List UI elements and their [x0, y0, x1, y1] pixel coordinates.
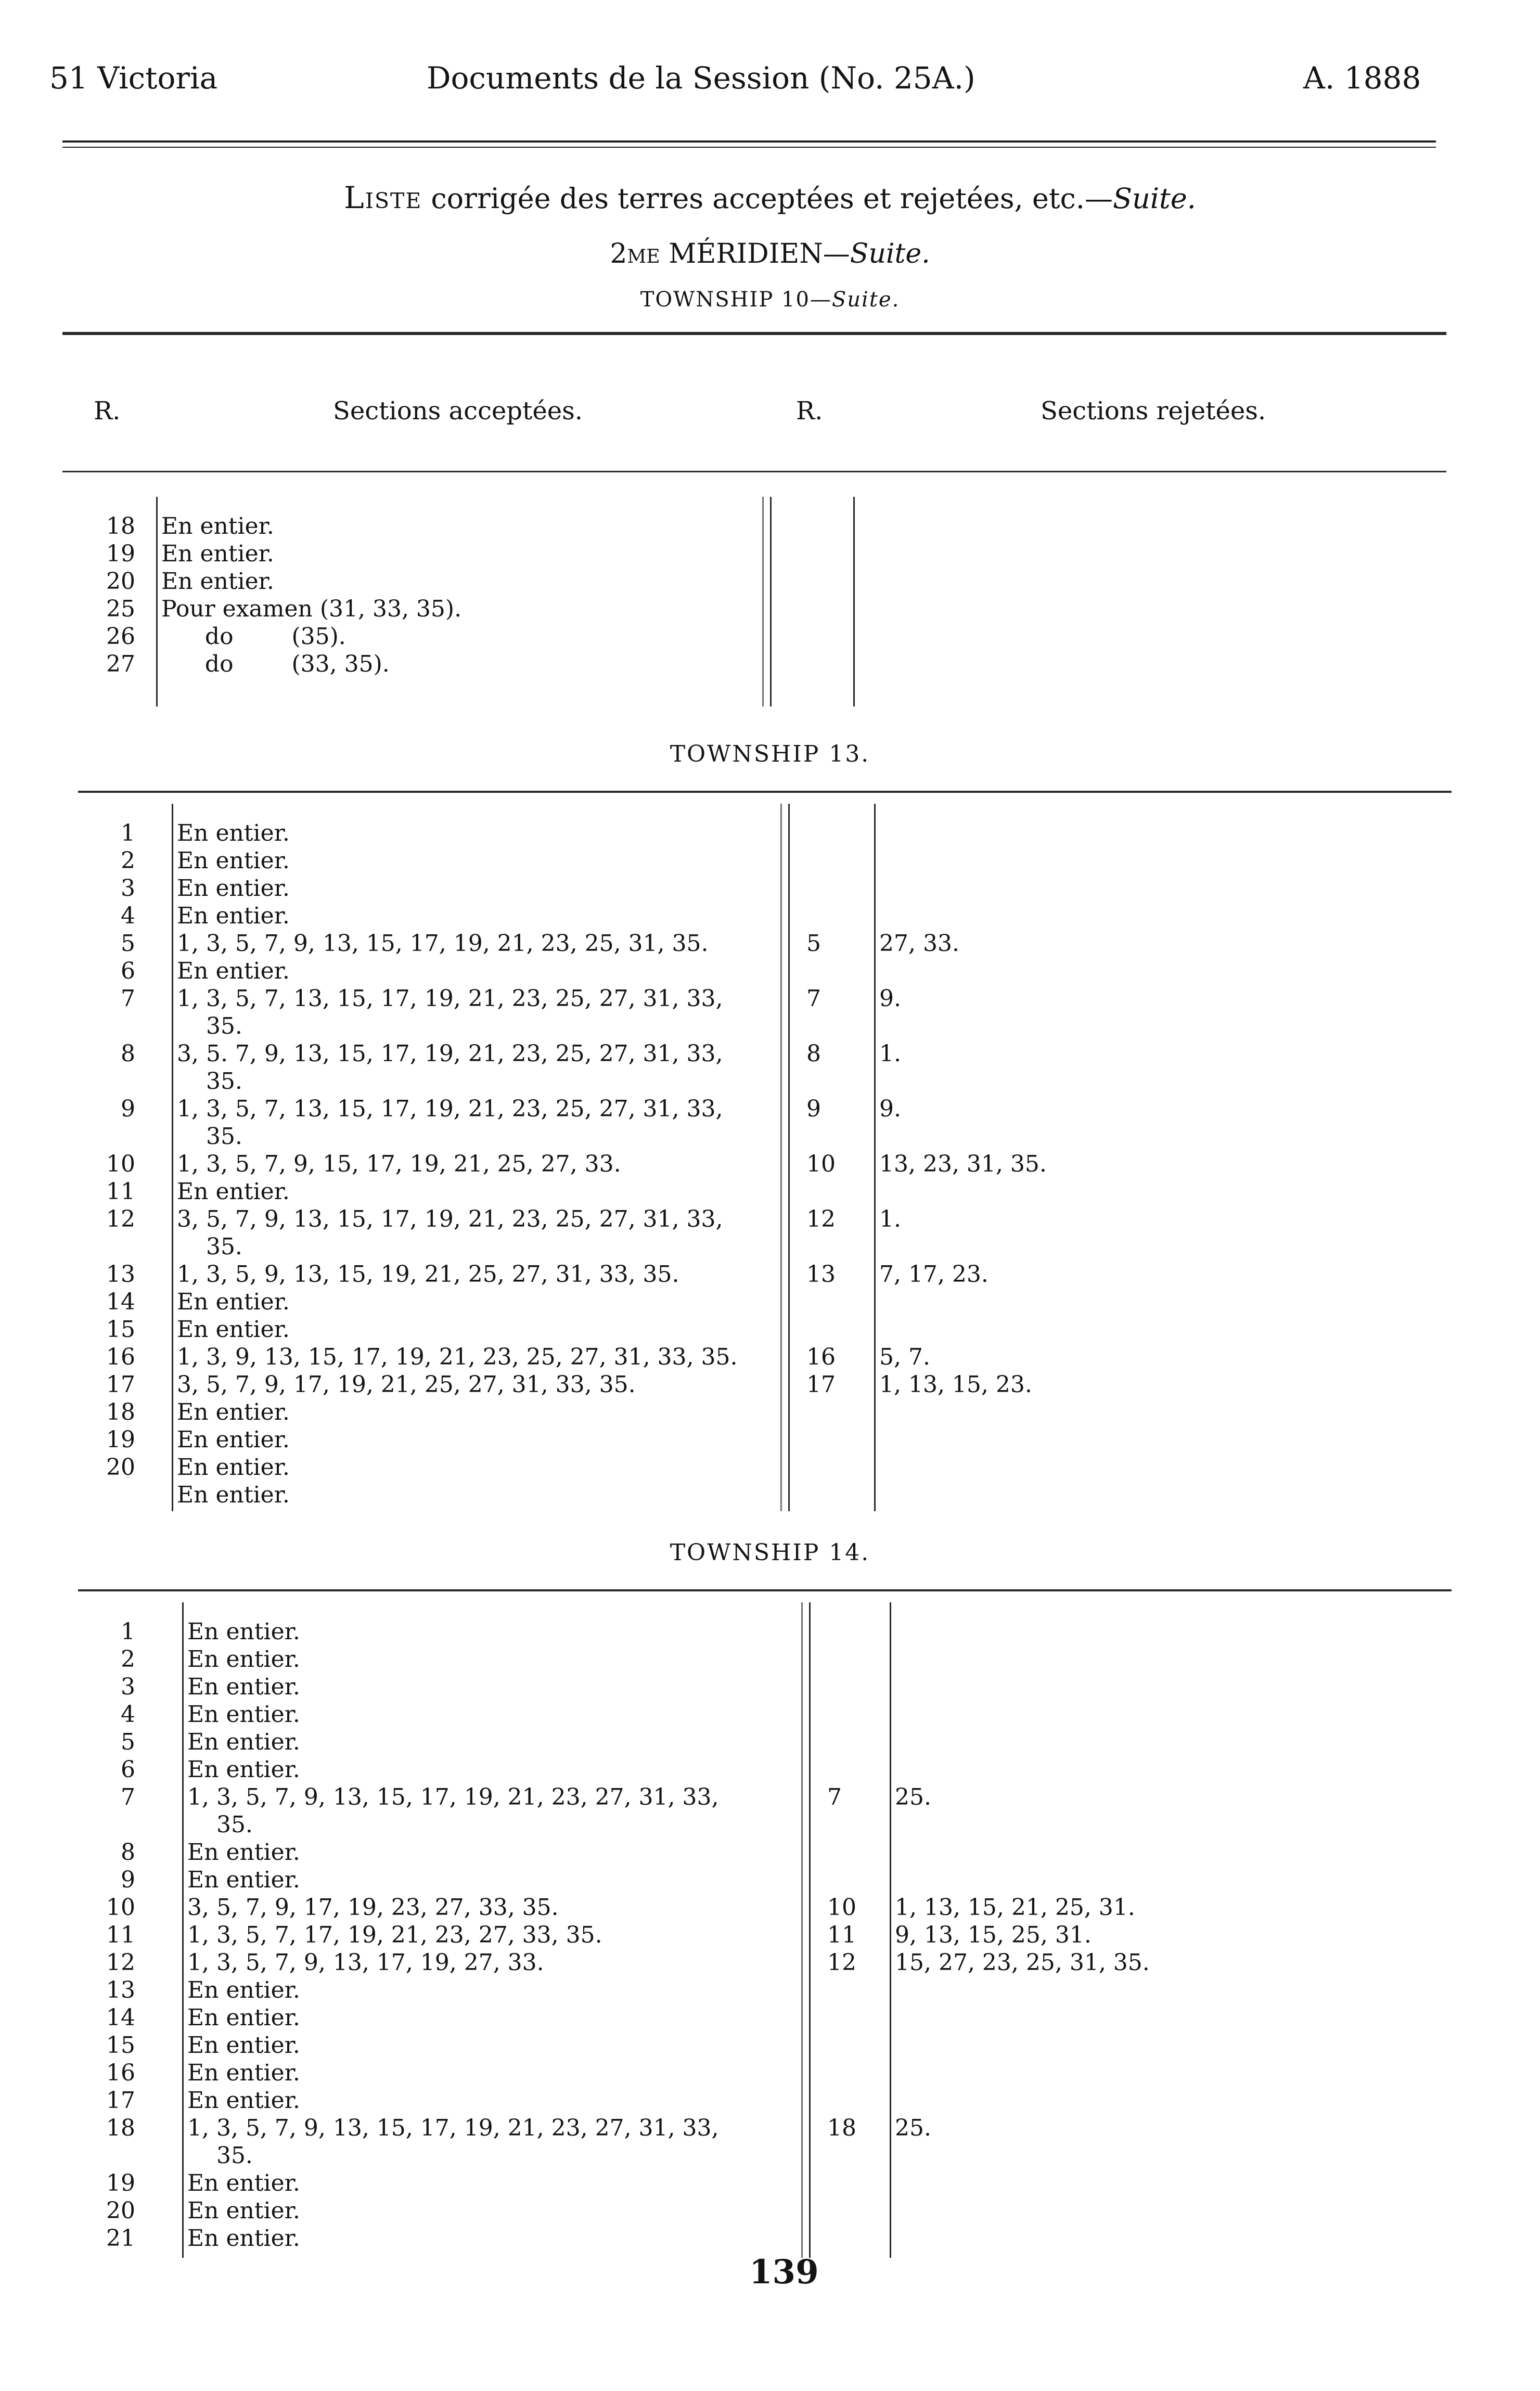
range-number: 14	[106, 1289, 135, 1315]
range-number: 15	[106, 2032, 135, 2059]
range-number: 18	[106, 2115, 135, 2141]
rejected-range-number: 8	[806, 1040, 821, 1067]
range-number: 10	[106, 1151, 135, 1177]
range-number: 19	[106, 2170, 135, 2196]
range-number: 11	[106, 1922, 135, 1948]
range-number: 20	[106, 2197, 135, 2224]
range-number: 2	[121, 847, 135, 874]
range-number: 20	[106, 568, 135, 595]
accepted-sections: 35.	[177, 1013, 242, 1039]
accepted-sections: En entier.	[187, 1674, 300, 1700]
accepted-sections: En entier.	[177, 1316, 290, 1343]
accepted-sections: 35.	[177, 1068, 242, 1095]
accepted-sections: 1, 3, 5, 7, 9, 13, 15, 17, 19, 21, 23, 25, 31, 35.	[177, 930, 709, 957]
list-title	[0, 179, 1540, 217]
accepted-sections: En entier.	[161, 568, 274, 595]
accepted-sections: 1, 3, 5, 7, 9, 13, 15, 17, 19, 21, 23, 27, 31, 33,	[187, 1784, 719, 1810]
rejected-range-number: 12	[827, 1949, 856, 1976]
rejected-sections: 25.	[895, 1784, 931, 1810]
range-number: 7	[121, 985, 135, 1012]
rejected-range-number: 17	[806, 1371, 836, 1398]
range-number: 5	[121, 1729, 135, 1755]
range-number: 12	[106, 1949, 135, 1976]
range-number: 1	[121, 1618, 135, 1645]
accepted-sections: En entier.	[187, 1646, 300, 1673]
accepted-sections: En entier.	[187, 2225, 300, 2252]
header-under-rule	[62, 471, 1446, 472]
rejected-sections: 1, 13, 15, 21, 25, 31.	[895, 1894, 1135, 1921]
accepted-sections: 1, 3, 5, 7, 9, 15, 17, 19, 21, 25, 27, 33.	[177, 1151, 621, 1177]
range-number: 16	[106, 2060, 135, 2086]
rejected-sections: 5, 7.	[879, 1344, 930, 1370]
accepted-sections: En entier.	[187, 2087, 300, 2114]
accepted-sections: En entier.	[187, 1756, 300, 1783]
rejected-sections: 27, 33.	[879, 930, 959, 957]
accepted-sections: En entier.	[187, 2032, 300, 2059]
rejected-range-number: 12	[806, 1206, 836, 1232]
range-number: 18	[106, 513, 135, 539]
range-number: 27	[106, 651, 135, 677]
accepted-sections: En entier.	[177, 1426, 290, 1453]
rejected-sections: 15, 27, 23, 25, 31, 35.	[895, 1949, 1150, 1976]
range-number: 13	[106, 1977, 135, 2003]
range-number: 3	[121, 1674, 135, 1700]
rejected-range-number: 9	[806, 1096, 821, 1122]
accepted-sections: En entier.	[177, 847, 290, 874]
accepted-sections: En entier.	[177, 820, 290, 846]
rejected-range-number: 16	[806, 1344, 836, 1370]
accepted-sections: Pour examen (31, 33, 35).	[161, 596, 462, 622]
accepted-sections: 3, 5, 7, 9, 13, 15, 17, 19, 21, 23, 25, 27, 31, 33,	[177, 1206, 723, 1232]
rejected-range-number: 13	[806, 1261, 836, 1288]
accepted-sections: En entier.	[187, 1729, 300, 1755]
rejected-sections: 13, 23, 31, 35.	[879, 1151, 1047, 1177]
accepted-sections: do (35).	[161, 623, 346, 650]
accepted-sections: 3, 5. 7, 9, 13, 15, 17, 19, 21, 23, 25, 27, 31, 33,	[177, 1040, 723, 1067]
township-rule	[78, 1589, 1452, 1591]
meridian-title	[0, 237, 1540, 271]
col-sections-rejetees: Sections rejetées.	[1041, 396, 1266, 426]
range-number: 6	[121, 1756, 135, 1783]
col-sections-acceptees: Sections acceptées.	[333, 396, 583, 426]
range-number: 17	[106, 2087, 135, 2114]
accepted-sections: En entier.	[177, 1289, 290, 1315]
header-document-title: Documents de la Session (No. 25A.)	[427, 60, 976, 96]
accepted-sections: 1, 3, 5, 9, 13, 15, 19, 21, 25, 27, 31, 33, 35.	[177, 1261, 679, 1288]
accepted-sections: 3, 5, 7, 9, 17, 19, 23, 27, 33, 35.	[187, 1894, 559, 1921]
range-number: 19	[106, 541, 135, 567]
meridian-suite: Suite.	[850, 238, 930, 269]
accepted-sections: En entier.	[187, 2170, 300, 2196]
meridian-number: 2me	[610, 238, 660, 269]
township-10-suite: Suite.	[831, 288, 900, 312]
range-number: 19	[106, 1426, 135, 1453]
meridian-text: MÉRIDIEN—	[660, 238, 850, 269]
range-number: 14	[106, 2004, 135, 2031]
township-10-title	[0, 285, 1540, 314]
accepted-sections: En entier.	[187, 2060, 300, 2086]
range-number: 15	[106, 1316, 135, 1343]
rejected-sections: 9.	[879, 985, 901, 1012]
col-r-left: R.	[94, 396, 121, 426]
page-number: 139	[749, 2253, 819, 2292]
township-10-text: TOWNSHIP 10—	[640, 288, 832, 312]
range-number: 4	[121, 1701, 135, 1728]
column-rule	[182, 1602, 184, 2258]
column-rule	[172, 804, 173, 1511]
accepted-sections: En entier.	[187, 1839, 300, 1866]
accepted-sections: 1, 3, 9, 13, 15, 17, 19, 21, 23, 25, 27, 31, 33, 35.	[177, 1344, 738, 1370]
accepted-sections: En entier.	[177, 1178, 290, 1205]
rejected-range-number: 11	[827, 1922, 856, 1948]
accepted-sections: 1, 3, 5, 7, 13, 15, 17, 19, 21, 23, 25, 27, 31, 33,	[177, 985, 723, 1012]
range-number: 20	[106, 1454, 135, 1481]
header-volume: 51 Victoria	[49, 60, 218, 96]
accepted-sections: 1, 3, 5, 7, 9, 13, 17, 19, 27, 33.	[187, 1949, 544, 1976]
range-number: 18	[106, 1399, 135, 1425]
title-text: corrigée des terres acceptées et rejetées, etc.—	[422, 182, 1113, 215]
range-number: 3	[121, 875, 135, 902]
range-number: 6	[121, 958, 135, 984]
range-number: 13	[106, 1261, 135, 1288]
range-number: 25	[106, 596, 135, 622]
rejected-sections: 1, 13, 15, 23.	[879, 1371, 1032, 1398]
rejected-range-number: 18	[827, 2115, 856, 2141]
accepted-sections: 3, 5, 7, 9, 17, 19, 21, 25, 27, 31, 33, 35.	[177, 1371, 636, 1398]
accepted-sections: En entier.	[161, 541, 274, 567]
range-number: 2	[121, 1646, 135, 1673]
accepted-sections: En entier.	[187, 1977, 300, 2003]
accepted-sections: 1, 3, 5, 7, 17, 19, 21, 23, 27, 33, 35.	[187, 1922, 602, 1948]
accepted-sections: 1, 3, 5, 7, 9, 13, 15, 17, 19, 21, 23, 27, 31, 33,	[187, 2115, 719, 2141]
column-rule	[874, 804, 876, 1511]
accepted-sections: En entier.	[177, 1399, 290, 1425]
column-rule	[801, 1602, 811, 2258]
rejected-sections: 7, 17, 23.	[879, 1261, 989, 1288]
range-number: 1	[121, 820, 135, 846]
rejected-sections: 9, 13, 15, 25, 31.	[895, 1922, 1092, 1948]
header-rule-bottom	[62, 147, 1436, 148]
range-number: 8	[121, 1839, 135, 1866]
accepted-sections: En entier.	[187, 1867, 300, 1893]
accepted-sections: En entier.	[187, 1618, 300, 1645]
range-number: 9	[121, 1096, 135, 1122]
accepted-sections: En entier.	[187, 2004, 300, 2031]
rejected-range-number: 10	[827, 1894, 856, 1921]
rejected-sections: 1.	[879, 1040, 901, 1067]
column-rule	[890, 1602, 891, 2258]
range-number: 10	[106, 1894, 135, 1921]
range-number: 4	[121, 903, 135, 929]
rejected-sections: 1.	[879, 1206, 901, 1232]
range-number: 12	[106, 1206, 135, 1232]
column-rule	[156, 497, 158, 706]
accepted-sections: En entier.	[177, 1482, 290, 1508]
accepted-sections: En entier.	[161, 513, 274, 539]
accepted-sections: En entier.	[177, 903, 290, 929]
rejected-range-number: 7	[806, 985, 821, 1012]
header-rule-top	[62, 140, 1436, 143]
rejected-range-number: 5	[806, 930, 821, 957]
accepted-sections: 35.	[187, 1811, 253, 1838]
accepted-sections: 1, 3, 5, 7, 13, 15, 17, 19, 21, 23, 25, 27, 31, 33,	[177, 1096, 723, 1122]
range-number: 21	[106, 2225, 135, 2252]
township-rule	[78, 791, 1452, 793]
title-smallcaps-word: Liste	[344, 180, 422, 215]
range-number: 7	[121, 1784, 135, 1810]
rejected-sections: 9.	[879, 1096, 901, 1122]
range-number: 16	[106, 1344, 135, 1370]
accepted-sections: En entier.	[177, 875, 290, 902]
range-number: 9	[121, 1867, 135, 1893]
range-number: 5	[121, 930, 135, 957]
column-rule	[762, 497, 772, 706]
accepted-sections: En entier.	[177, 1454, 290, 1481]
accepted-sections: En entier.	[187, 2197, 300, 2224]
accepted-sections: 35.	[177, 1123, 242, 1150]
range-number: 26	[106, 623, 135, 650]
township-heading: TOWNSHIP 14.	[670, 1539, 870, 1566]
title-suite: Suite.	[1112, 182, 1196, 215]
column-rule	[853, 497, 855, 706]
accepted-sections: En entier.	[187, 1701, 300, 1728]
accepted-sections: do (33, 35).	[161, 651, 390, 677]
header-year: A. 1888	[1303, 60, 1421, 96]
rejected-sections: 25.	[895, 2115, 931, 2141]
table-top-rule	[62, 332, 1446, 335]
range-number: 11	[106, 1178, 135, 1205]
township-heading: TOWNSHIP 13.	[670, 741, 870, 767]
col-r-right: R.	[796, 396, 823, 426]
accepted-sections: 35.	[177, 1233, 242, 1260]
rejected-range-number: 10	[806, 1151, 836, 1177]
accepted-sections: 35.	[187, 2142, 253, 2169]
range-number: 8	[121, 1040, 135, 1067]
accepted-sections: En entier.	[177, 958, 290, 984]
range-number: 17	[106, 1371, 135, 1398]
column-rule	[780, 804, 790, 1511]
rejected-range-number: 7	[827, 1784, 842, 1810]
